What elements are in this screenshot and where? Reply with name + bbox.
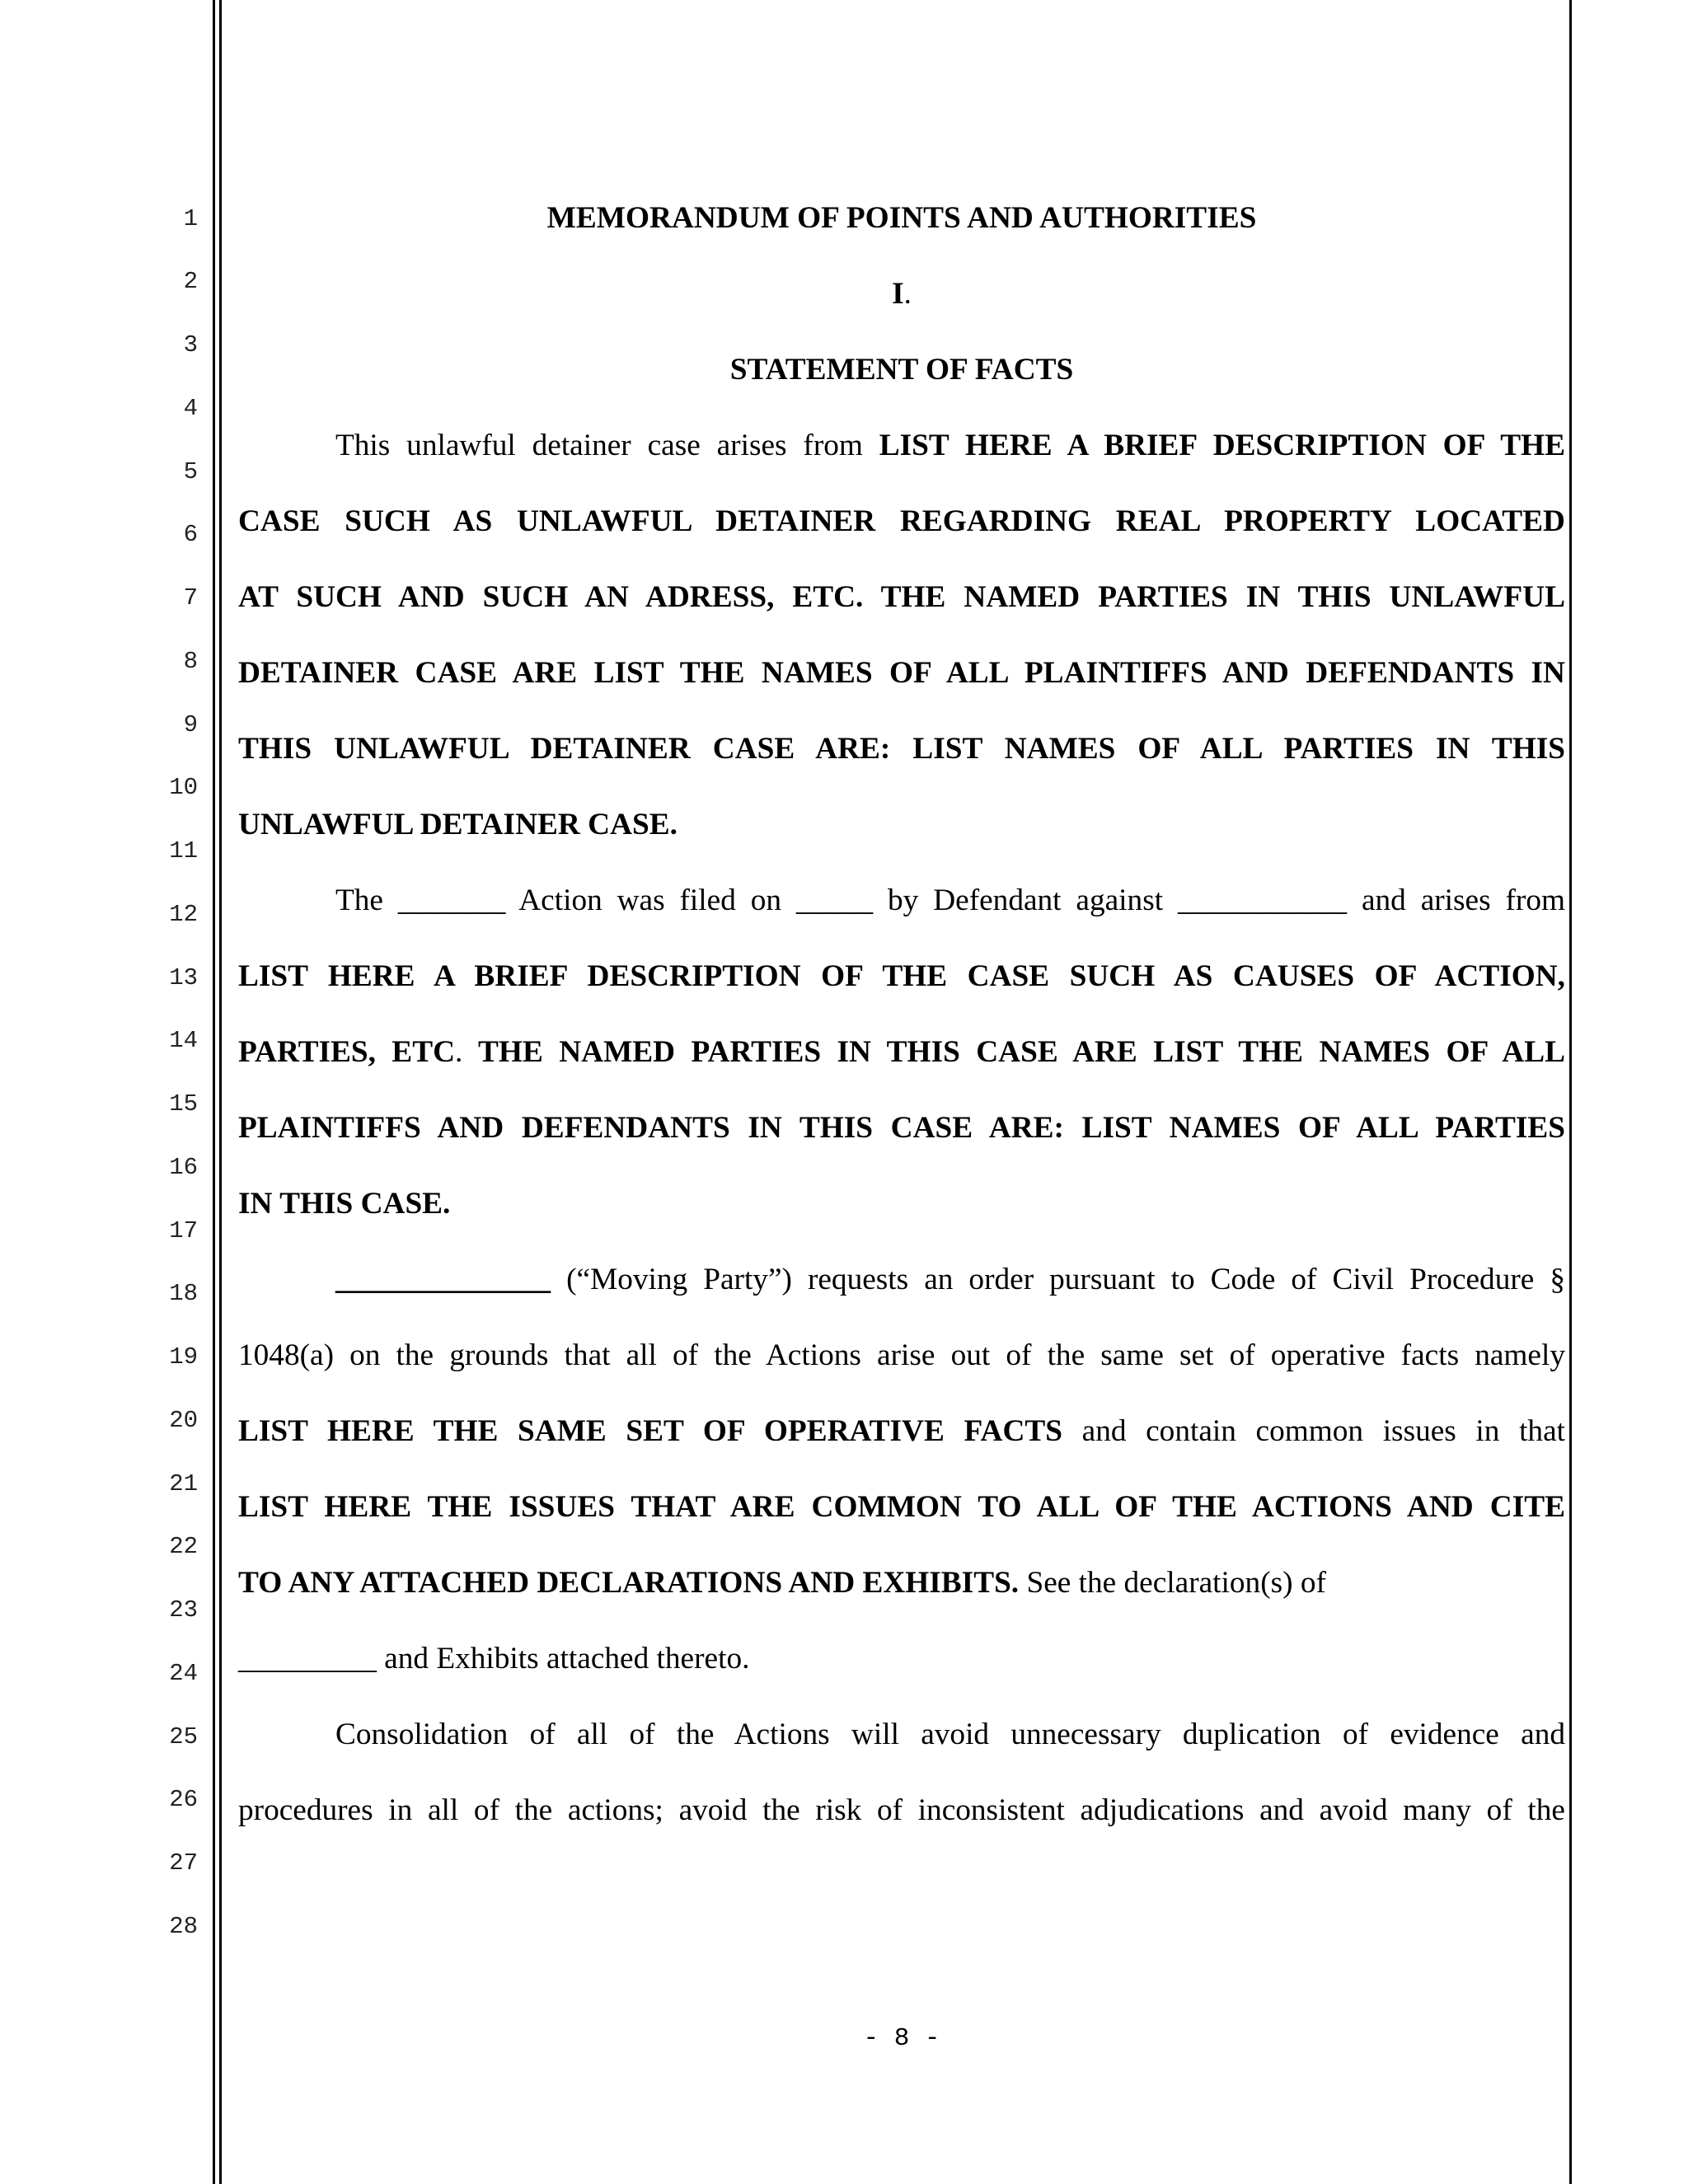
body-line [238, 1634, 1565, 1684]
placeholder-instruction: THE NAMED PARTIES IN THIS CASE ARE LIST THE NAMES OF ALL [462, 1035, 1565, 1069]
placeholder-instruction: THIS UNLAWFUL DETAINER CASE ARE: LIST NAMES OF ALL PARTIES IN THIS [238, 732, 1565, 766]
statement-of-facts-heading: STATEMENT OF FACTS [729, 353, 1074, 387]
placeholder-instruction: PARTIES, ETC [238, 1035, 455, 1069]
text-run: procedures in all of the actions; avoid the risk of inconsistent adjudications and avoid many of the [238, 1793, 1565, 1827]
body-line [238, 497, 1565, 546]
text-run: 1048(a) on the grounds that all of the Actions arise out of the same set of operative facts namely [238, 1338, 1565, 1372]
body-line [238, 724, 1565, 774]
body-line [238, 1407, 1565, 1456]
placeholder-instruction: LIST HERE A BRIEF DESCRIPTION OF THE CASE SUCH AS CAUSES OF ACTION, [238, 959, 1565, 993]
line-number: 21 [169, 1470, 198, 1497]
body-line [238, 573, 1565, 622]
line-number: 19 [169, 1343, 198, 1371]
moving-party-blank: ______________ [335, 1263, 551, 1296]
placeholder-instruction: AT SUCH AND SUCH AN ADRESS, ETC. THE NAMED PARTIES IN THIS UNLAWFUL [238, 580, 1565, 614]
text-run: . [455, 1035, 463, 1069]
body-line [238, 649, 1565, 698]
line-number: 2 [183, 268, 198, 295]
left-margin-rule-1 [213, 0, 215, 2184]
text-run: and contain common issues in that [1062, 1414, 1565, 1448]
right-margin-rule [1569, 0, 1572, 2184]
line-number: 24 [169, 1660, 198, 1687]
roman-numeral: I [892, 277, 904, 311]
roman-period: . [903, 277, 912, 311]
body-line [238, 952, 1565, 1001]
body-line [238, 1255, 1565, 1305]
line-number: 23 [169, 1596, 198, 1624]
line-number: 9 [183, 711, 198, 738]
line-number: 5 [183, 458, 198, 485]
line-number: 28 [169, 1913, 198, 1940]
body-line [238, 1483, 1565, 1532]
body-line [238, 1331, 1565, 1380]
line-number: 26 [169, 1786, 198, 1813]
text-run: Consolidation of all of the Actions will avoid unnecessary duplication of evidence and [335, 1718, 1565, 1751]
placeholder-instruction: UNLAWFUL DETAINER CASE. [238, 808, 678, 841]
line-number: 25 [169, 1723, 198, 1750]
body-line [238, 1179, 1565, 1229]
body-line [238, 1104, 1565, 1153]
memorandum-title: MEMORANDUM OF POINTS AND AUTHORITIES [546, 201, 1257, 235]
placeholder-instruction: IN THIS CASE. [238, 1187, 451, 1221]
line-number: 16 [169, 1154, 198, 1181]
line-number: 4 [183, 395, 198, 422]
section-roman-numeral [238, 269, 1565, 319]
line-number: 20 [169, 1407, 198, 1434]
body-line [238, 800, 1565, 850]
body-line [238, 876, 1565, 926]
text-run: See the declaration(s) of [1019, 1566, 1326, 1600]
line-number: 27 [169, 1849, 198, 1877]
line-number: 15 [169, 1090, 198, 1118]
text-run: This unlawful detainer case arises from [335, 429, 879, 462]
line-number: 7 [183, 584, 198, 612]
text-run: _________ and Exhibits attached thereto. [238, 1642, 750, 1675]
body-line [238, 1558, 1565, 1608]
line-number: 18 [169, 1280, 198, 1307]
body-line [238, 421, 1565, 471]
line-number: 12 [169, 901, 198, 928]
line-number: 3 [183, 331, 198, 359]
placeholder-instruction: DETAINER CASE ARE LIST THE NAMES OF ALL PLAINTIFFS AND DEFENDANTS IN [238, 656, 1565, 690]
line-number: 8 [183, 648, 198, 675]
line-number: 10 [169, 774, 198, 801]
placeholder-instruction: TO ANY ATTACHED DECLARATIONS AND EXHIBITS. [238, 1566, 1020, 1600]
body-line [238, 1786, 1565, 1835]
line-number: 14 [169, 1027, 198, 1054]
placeholder-instruction: CASE SUCH AS UNLAWFUL DETAINER REGARDING REAL PROPERTY LOCATED [238, 504, 1565, 538]
line-number: 22 [169, 1533, 198, 1560]
placeholder-instruction: LIST HERE THE SAME SET OF OPERATIVE FACTS [238, 1414, 1063, 1448]
placeholder-instruction: LIST HERE THE ISSUES THAT ARE COMMON TO ALL OF THE ACTIONS AND CITE [238, 1490, 1565, 1524]
line-number: 1 [183, 205, 198, 232]
line-number: 17 [169, 1217, 198, 1244]
line-number: 13 [169, 964, 198, 991]
text-run: The _______ Action was filed on _____ by Defendant against ___________ and arises from [335, 883, 1565, 917]
line-number: 11 [169, 837, 198, 865]
line-number: 6 [183, 521, 198, 548]
page-number: - 8 - [863, 2024, 940, 2053]
body-line [238, 1028, 1565, 1077]
text-run: (“Moving Party”) requests an order pursuant to Code of Civil Procedure § [551, 1263, 1565, 1296]
placeholder-instruction: PLAINTIFFS AND DEFENDANTS IN THIS CASE ARE: LIST NAMES OF ALL PARTIES [238, 1111, 1565, 1145]
body-line [238, 1710, 1565, 1760]
placeholder-instruction: LIST HERE A BRIEF DESCRIPTION OF THE [879, 429, 1565, 462]
left-margin-rule-2 [219, 0, 222, 2184]
